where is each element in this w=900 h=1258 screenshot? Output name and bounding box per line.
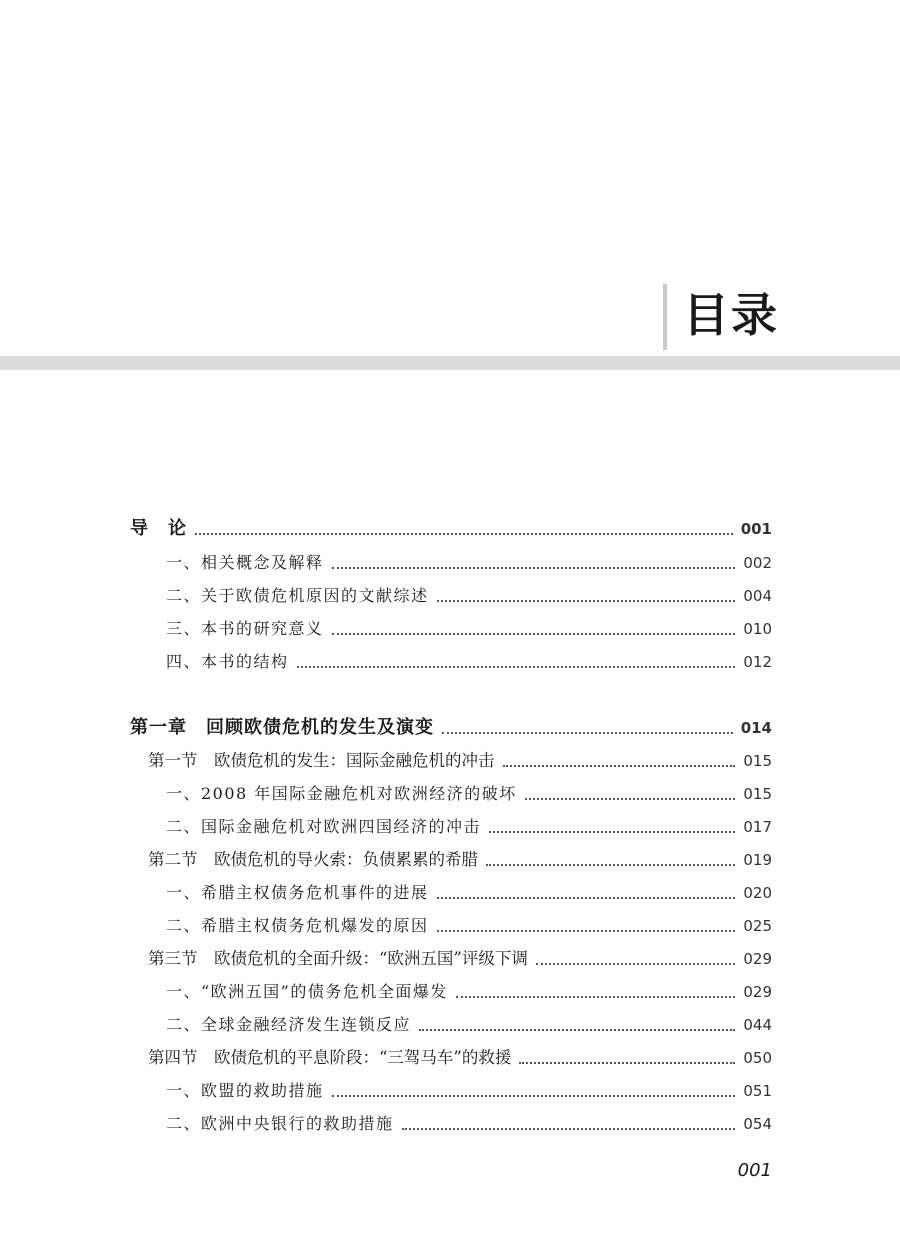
toc-entry-item[interactable] <box>166 1107 772 1135</box>
toc-entry-intro[interactable] <box>130 512 772 540</box>
header-band <box>0 356 900 370</box>
toc-page-number: 017 <box>743 818 772 836</box>
leader-dots <box>456 995 735 998</box>
toc-entry-label: 二、全球金融经济发生连锁反应 <box>166 1015 412 1034</box>
leader-dots <box>486 863 735 866</box>
toc-page-number: 050 <box>743 1049 772 1067</box>
toc-entry-item[interactable] <box>166 975 772 1003</box>
toc-page-number: 014 <box>740 719 772 737</box>
toc-entry-label: 二、欧洲中央银行的救助措施 <box>166 1114 394 1133</box>
leader-dots <box>419 1028 735 1031</box>
leader-dots <box>519 1061 735 1064</box>
toc-page-number: 001 <box>740 520 772 538</box>
toc-page-number: 015 <box>743 785 772 803</box>
toc-entry-label: 第四节 欧债危机的平息阶段：“三驾马车”的救援 <box>148 1048 512 1067</box>
toc-page-number: 029 <box>743 983 772 1001</box>
leader-dots <box>437 896 736 899</box>
toc-entry-chapter-1[interactable] <box>130 711 772 739</box>
toc-entry-item[interactable] <box>166 777 772 805</box>
leader-dots <box>437 929 736 932</box>
toc-page-number: 002 <box>743 554 772 572</box>
leader-dots <box>402 1127 736 1130</box>
toc-entry-item[interactable] <box>166 612 772 640</box>
toc-page-number: 051 <box>743 1082 772 1100</box>
leader-dots <box>525 797 736 800</box>
toc-entry-item[interactable] <box>166 810 772 838</box>
toc-entry-label: 第三节 欧债危机的全面升级：“欧洲五国”评级下调 <box>148 949 528 968</box>
toc-entry-label: 一、欧盟的救助措施 <box>166 1081 324 1100</box>
toc-entry-label: 第二节 欧债危机的导火索：负债累累的希腊 <box>148 850 478 869</box>
leader-dots <box>437 599 736 602</box>
page-number: 001 <box>737 1160 772 1181</box>
toc-page-number: 015 <box>743 752 772 770</box>
toc-entry-item[interactable] <box>166 645 772 673</box>
toc-entry-label: 三、本书的研究意义 <box>166 619 324 638</box>
toc-page-number: 004 <box>743 587 772 605</box>
toc-entry-label: 二、希腊主权债务危机爆发的原因 <box>166 916 429 935</box>
leader-dots <box>332 566 736 569</box>
toc-entry-section[interactable] <box>148 744 772 772</box>
page-title: 目录 <box>683 288 779 342</box>
toc-entry-label: 导 论 <box>130 518 187 539</box>
toc-entry-section[interactable] <box>148 942 772 970</box>
leader-dots <box>536 962 735 965</box>
toc-page-number: 019 <box>743 851 772 869</box>
toc-entry-label: 一、2008 年国际金融危机对欧洲经济的破坏 <box>166 784 517 803</box>
toc-page-number: 020 <box>743 884 772 902</box>
leader-dots <box>195 532 733 535</box>
toc-entry-label: 二、国际金融危机对欧洲四国经济的冲击 <box>166 817 482 836</box>
leader-dots <box>442 731 733 734</box>
toc-page-number: 054 <box>743 1115 772 1133</box>
toc-entry-label: 第一节 欧债危机的发生：国际金融危机的冲击 <box>148 751 495 770</box>
toc-entry-item[interactable] <box>166 1008 772 1036</box>
toc-entry-label: 一、“欧洲五国”的债务危机全面爆发 <box>166 982 448 1001</box>
toc-page-number: 012 <box>743 653 772 671</box>
toc-entry-section[interactable] <box>148 1041 772 1069</box>
toc-page-number: 010 <box>743 620 772 638</box>
toc-page-number: 029 <box>743 950 772 968</box>
leader-dots <box>489 830 735 833</box>
toc-entry-item[interactable] <box>166 876 772 904</box>
toc-entry-section[interactable] <box>148 843 772 871</box>
leader-dots <box>503 764 736 767</box>
leader-dots <box>297 665 736 668</box>
title-accent-bar <box>663 284 667 350</box>
toc-entry-label: 四、本书的结构 <box>166 652 289 671</box>
toc-entry-label: 一、希腊主权债务危机事件的进展 <box>166 883 429 902</box>
toc-page-number: 044 <box>743 1016 772 1034</box>
toc-entry-item[interactable] <box>166 579 772 607</box>
toc-page-number: 025 <box>743 917 772 935</box>
toc-entry-label: 一、相关概念及解释 <box>166 553 324 572</box>
toc-entry-item[interactable] <box>166 909 772 937</box>
toc-entry-label: 二、关于欧债危机原因的文献综述 <box>166 586 429 605</box>
toc-entry-label: 第一章 回顾欧债危机的发生及演变 <box>130 717 434 738</box>
leader-dots <box>332 632 736 635</box>
toc-entry-item[interactable] <box>166 546 772 574</box>
leader-dots <box>332 1094 736 1097</box>
toc-entry-item[interactable] <box>166 1074 772 1102</box>
